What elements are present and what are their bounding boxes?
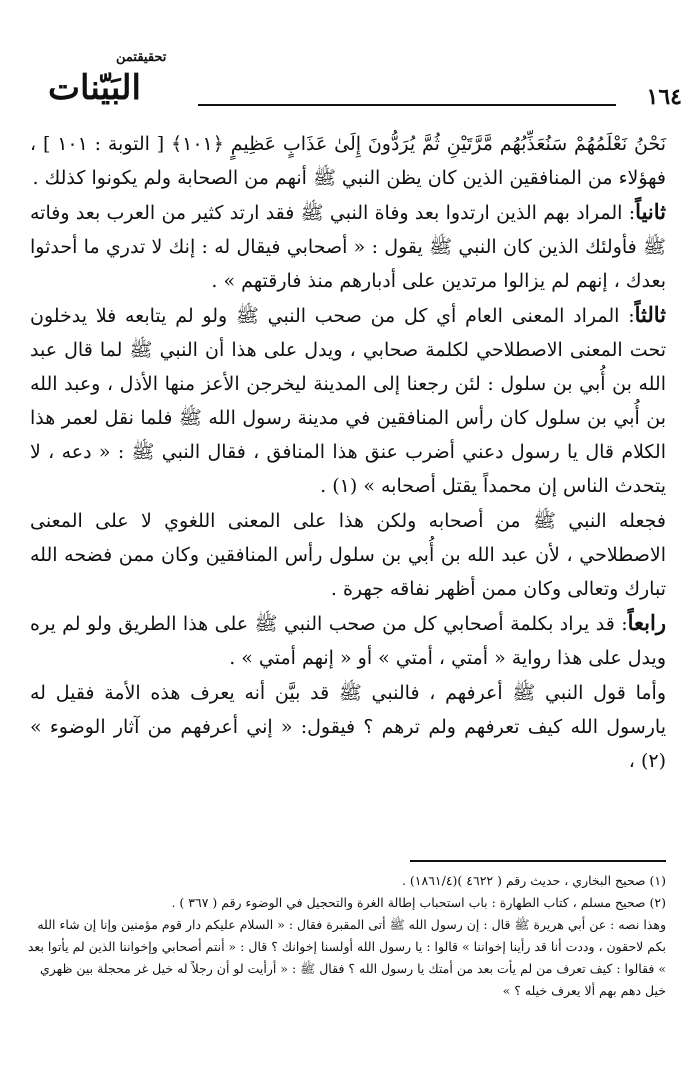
paragraph xyxy=(30,503,666,606)
paragraph-text: : قد يراد بكلمة أصحابي كل من صحب النبي ﷺ على هذا الطريق ولو لم يره ويدل على هذا رواية « أمتي ، أمتي » أو « إنهم أمتي » . xyxy=(30,613,666,669)
paragraph-text: : المراد المعنى العام أي كل من صحب النبي ﷺ ولو لم يتابعه فلا يدخلون تحت المعنى الاصطلاحي لكلمة صحابي ، ويدل على هذا أن النبي ﷺ لما قال عبد الله بن أُبي بن سلول : لئن رجعنا إلى المدينة ليخرجن الأعز منها الأذل ، وعبد الله بن أُبي بن سلول كان رأس المنافقين في مدينة رسول الله ﷺ فلما نقل لعمر هذا الكلام قال يا رسول دعني أضرب عنق هذا المنافق ، فقال النبي ﷺ : « دعه ، لا يتحدث الناس إن محمداً يقتل أصحابه » (١) . xyxy=(30,305,666,497)
paragraph-text: وأما قول النبي ﷺ أعرفهم ، فالنبي ﷺ قد بيَّن أنه يعرف هذه الأمة فقيل له يارسول الله كيف تعرفهم ولم ترهم ؟ فيقول: « إني أعرفهم من آثار الوضوء » (٢) ، xyxy=(30,682,666,772)
paragraph-label: ثانياً xyxy=(635,199,666,224)
footnote: (٢) صحيح مسلم ، كتاب الطهارة : باب استحباب إطالة الغرة والتحجيل في الوضوء رقم ( ٣٦٧ ) . xyxy=(171,895,666,910)
book-subtitle: تحقيقتمن xyxy=(116,50,167,65)
paragraph xyxy=(30,195,666,298)
page-number: ١٦٤ xyxy=(646,84,682,110)
footnote-divider xyxy=(410,860,666,862)
book-title: البَيّنات xyxy=(48,68,141,108)
paragraph-text: نَحْنُ نَعْلَمُهُمْ سَنُعَذِّبُهُم مَّرَّتَيْنِ ثُمَّ يُرَدُّونَ إِلَىٰ عَذَابٍ عَظِيمٍ ﴿١٠١﴾ [ التوبة : ١٠١ ] ، فهؤلاء من المنافقين الذين كان يظن النبي ﷺ أنهم من الصحابة ولم يكونوا كذلك . xyxy=(30,133,666,189)
paragraph xyxy=(30,298,666,503)
footnote: وهذا نصه : عن أبي هريرة ﷺ قال : إن رسول الله ﷺ أتى المقبرة فقال : « السلام عليكم دار قوم مؤمنين وإنا إن شاء الله بكم لاحقون ، وددت أنا قد رأينا إخواننا » قالوا : يا رسول الله أولسنا إخوانك ؟ قال : « أنتم أصحابي وإخواننا الذين لم يأتوا بعد » فقالوا : كيف تعرف من لم يأت بعد من أمتك يا رسول الله ؟ فقال ﷺ : « أرأيت لو أن رجلاً له خيل غر محجلة بين ظهري خيل دهم بهم ألا يعرف خيله ؟ » xyxy=(27,917,666,998)
paragraph xyxy=(30,126,666,195)
paragraph xyxy=(30,606,666,675)
main-text xyxy=(30,126,666,778)
paragraph xyxy=(30,675,666,778)
paragraph-text: فجعله النبي ﷺ من أصحابه ولكن هذا على المعنى اللغوي لا على المعنى الاصطلاحي ، لأن عبد الله بن أُبي بن سلول رأس المنافقين وكان ممن فضحه الله تبارك وتعالى وكان ممن أظهر نفاقه جهرة . xyxy=(30,510,666,600)
header-divider xyxy=(198,104,616,106)
paragraph-label: ثالثاً xyxy=(634,302,666,327)
paragraph-text: : المراد بهم الذين ارتدوا بعد وفاة النبي ﷺ فقد ارتد كثير من العرب بعد وفاته ﷺ فأولئك الذين كان النبي ﷺ يقول : « أصحابي فيقال له : إنك لا تدري ما أحدثوا بعدك ، إنهم لم يزالوا مرتدين على أدبارهم منذ فارقتهم » . xyxy=(30,202,666,292)
page-header xyxy=(28,48,688,128)
paragraph-label: رابعاً xyxy=(627,610,666,635)
footnote: (١) صحيح البخاري ، حديث رقم ( ٤٦٢٢ )(١٨٦١/٤) . xyxy=(401,873,666,888)
footnotes xyxy=(18,870,666,1002)
